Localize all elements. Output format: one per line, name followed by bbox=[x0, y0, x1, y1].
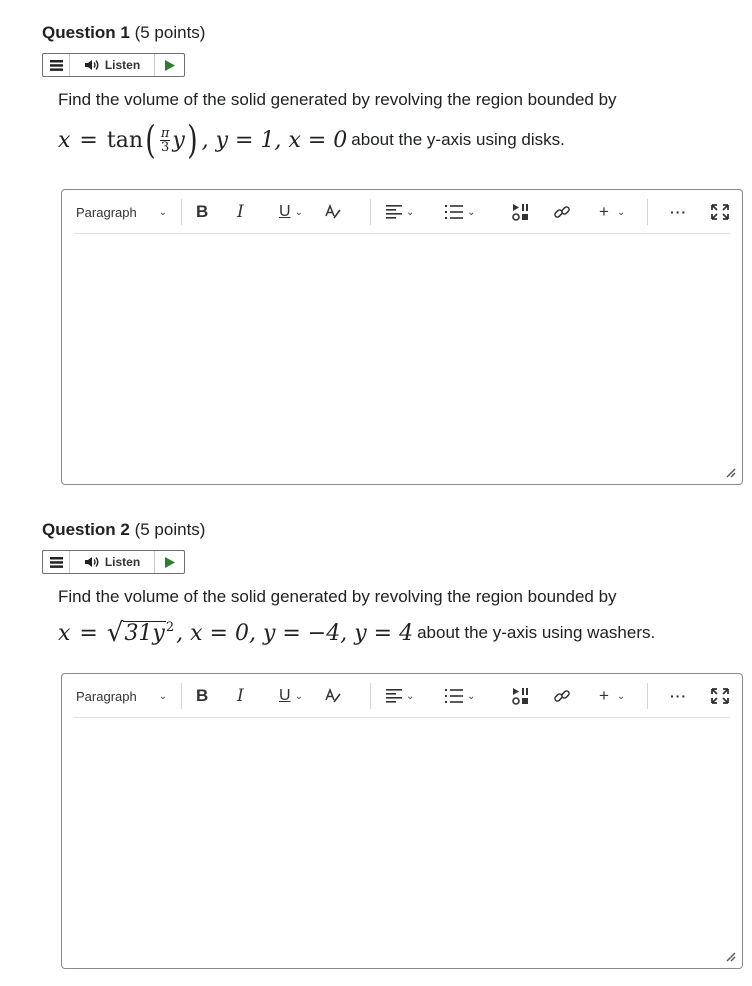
text-color-button[interactable] bbox=[324, 681, 342, 711]
paragraph-format-select[interactable] bbox=[76, 197, 167, 227]
chevron-down-icon: ⌄ bbox=[158, 206, 168, 218]
question-title bbox=[42, 22, 205, 44]
math-sqrt bbox=[107, 620, 166, 646]
math-conditions: , y = 1, x = 0 bbox=[201, 127, 348, 153]
listen-label: Listen bbox=[104, 555, 141, 569]
align-left-icon bbox=[386, 205, 402, 219]
insert-link-button[interactable] bbox=[553, 681, 571, 711]
toolbar-divider bbox=[647, 199, 648, 225]
insert-media-button[interactable] bbox=[512, 681, 530, 711]
align-left-icon bbox=[386, 689, 402, 703]
plus-icon: + bbox=[599, 686, 609, 705]
question-prompt: Find the volume of the solid generated by revolving the region bounded by bbox=[58, 90, 617, 109]
math-x: x bbox=[58, 620, 71, 646]
toolbar-divider bbox=[181, 199, 182, 225]
underline-label: U bbox=[279, 687, 291, 704]
bold-button[interactable] bbox=[196, 197, 208, 227]
speaker-icon bbox=[84, 556, 100, 568]
toolbar-divider bbox=[647, 683, 648, 709]
media-icon bbox=[512, 203, 530, 221]
underline-button[interactable] bbox=[279, 681, 303, 711]
radical-icon: √ bbox=[106, 618, 124, 648]
text-color-icon bbox=[324, 688, 342, 704]
chevron-down-icon: ⌄ bbox=[294, 690, 303, 702]
chevron-down-icon: ⌄ bbox=[616, 206, 626, 218]
play-button[interactable] bbox=[155, 54, 184, 76]
chevron-down-icon: ⌄ bbox=[406, 206, 415, 218]
editor-toolbar bbox=[74, 674, 730, 718]
link-icon bbox=[553, 687, 571, 705]
listen-button[interactable] bbox=[70, 54, 155, 76]
answer-editor[interactable] bbox=[61, 189, 743, 485]
math-radicand: 31y bbox=[124, 621, 165, 646]
listen-control bbox=[42, 53, 185, 77]
math-close-paren: ) bbox=[187, 118, 198, 162]
listen-control bbox=[42, 550, 185, 574]
toolbar-divider bbox=[181, 683, 182, 709]
bold-label: B bbox=[196, 202, 209, 221]
chevron-down-icon: ⌄ bbox=[406, 690, 415, 702]
math-equals: = bbox=[79, 127, 98, 153]
link-icon bbox=[553, 203, 571, 221]
listen-menu-button[interactable] bbox=[43, 54, 70, 76]
question-title bbox=[42, 519, 205, 541]
list-button[interactable] bbox=[445, 197, 475, 227]
chevron-down-icon: ⌄ bbox=[467, 690, 476, 702]
editor-toolbar bbox=[74, 190, 730, 234]
chevron-down-icon: ⌄ bbox=[158, 690, 168, 702]
insert-more-button[interactable] bbox=[599, 681, 625, 711]
menu-icon bbox=[50, 60, 63, 71]
list-icon bbox=[445, 205, 463, 219]
insert-link-button[interactable] bbox=[553, 197, 571, 227]
math-conditions: , x = 0, y = −4, y = 4 bbox=[176, 620, 414, 646]
question-number: Question 2 bbox=[42, 520, 130, 539]
more-icon: ··· bbox=[670, 688, 687, 704]
resize-handle-icon[interactable] bbox=[724, 950, 736, 962]
italic-label: I bbox=[237, 202, 244, 222]
fraction-denominator: 3 bbox=[160, 139, 170, 155]
plus-icon: + bbox=[599, 202, 609, 221]
underline-label: U bbox=[279, 203, 291, 220]
bold-label: B bbox=[196, 686, 209, 705]
listen-button[interactable] bbox=[70, 551, 155, 573]
resize-handle-icon[interactable] bbox=[724, 466, 736, 478]
italic-button[interactable] bbox=[237, 681, 244, 711]
math-fraction bbox=[160, 127, 171, 154]
method-text: about the y-axis using disks. bbox=[351, 130, 565, 149]
method-text: about the y-axis using washers. bbox=[417, 623, 656, 642]
question-points: (5 points) bbox=[134, 23, 206, 42]
menu-icon bbox=[50, 557, 63, 568]
question-equation bbox=[58, 613, 655, 653]
fullscreen-button[interactable] bbox=[711, 681, 729, 711]
fullscreen-icon bbox=[711, 204, 729, 220]
question-points: (5 points) bbox=[134, 520, 206, 539]
paragraph-format-select[interactable] bbox=[76, 681, 167, 711]
chevron-down-icon: ⌄ bbox=[616, 690, 626, 702]
fullscreen-button[interactable] bbox=[711, 197, 729, 227]
underline-button[interactable] bbox=[279, 197, 303, 227]
speaker-icon bbox=[84, 59, 100, 71]
play-icon bbox=[165, 60, 175, 71]
math-x: x bbox=[58, 127, 71, 153]
insert-more-button[interactable] bbox=[599, 197, 625, 227]
question-equation bbox=[58, 120, 565, 160]
format-label: Paragraph bbox=[76, 688, 137, 704]
math-equals: = bbox=[79, 620, 98, 646]
math-function: tan bbox=[106, 127, 143, 153]
play-icon bbox=[165, 557, 175, 568]
toolbar-divider bbox=[370, 199, 371, 225]
bold-button[interactable] bbox=[196, 681, 208, 711]
align-button[interactable] bbox=[386, 681, 414, 711]
play-button[interactable] bbox=[155, 551, 184, 573]
toolbar-divider bbox=[370, 683, 371, 709]
italic-label: I bbox=[237, 686, 244, 706]
chevron-down-icon: ⌄ bbox=[294, 206, 303, 218]
more-icon: ··· bbox=[670, 204, 687, 220]
text-color-button[interactable] bbox=[324, 197, 342, 227]
text-color-icon bbox=[324, 204, 342, 220]
more-actions-button[interactable] bbox=[670, 681, 687, 711]
insert-media-button[interactable] bbox=[512, 197, 530, 227]
list-icon bbox=[445, 689, 463, 703]
math-variable: y bbox=[172, 127, 185, 153]
media-icon bbox=[512, 687, 530, 705]
chevron-down-icon: ⌄ bbox=[467, 206, 476, 218]
question-number: Question 1 bbox=[42, 23, 130, 42]
more-actions-button[interactable] bbox=[670, 197, 687, 227]
math-exponent: 2 bbox=[165, 619, 175, 635]
question-prompt: Find the volume of the solid generated by revolving the region bounded by bbox=[58, 587, 617, 606]
fraction-numerator: π bbox=[160, 125, 170, 141]
listen-label: Listen bbox=[104, 58, 141, 72]
align-button[interactable] bbox=[386, 197, 414, 227]
italic-button[interactable] bbox=[237, 197, 244, 227]
fullscreen-icon bbox=[711, 688, 729, 704]
format-label: Paragraph bbox=[76, 204, 137, 220]
list-button[interactable] bbox=[445, 681, 475, 711]
answer-editor[interactable] bbox=[61, 673, 743, 969]
math-open-paren: ( bbox=[145, 118, 156, 162]
listen-menu-button[interactable] bbox=[43, 551, 70, 573]
